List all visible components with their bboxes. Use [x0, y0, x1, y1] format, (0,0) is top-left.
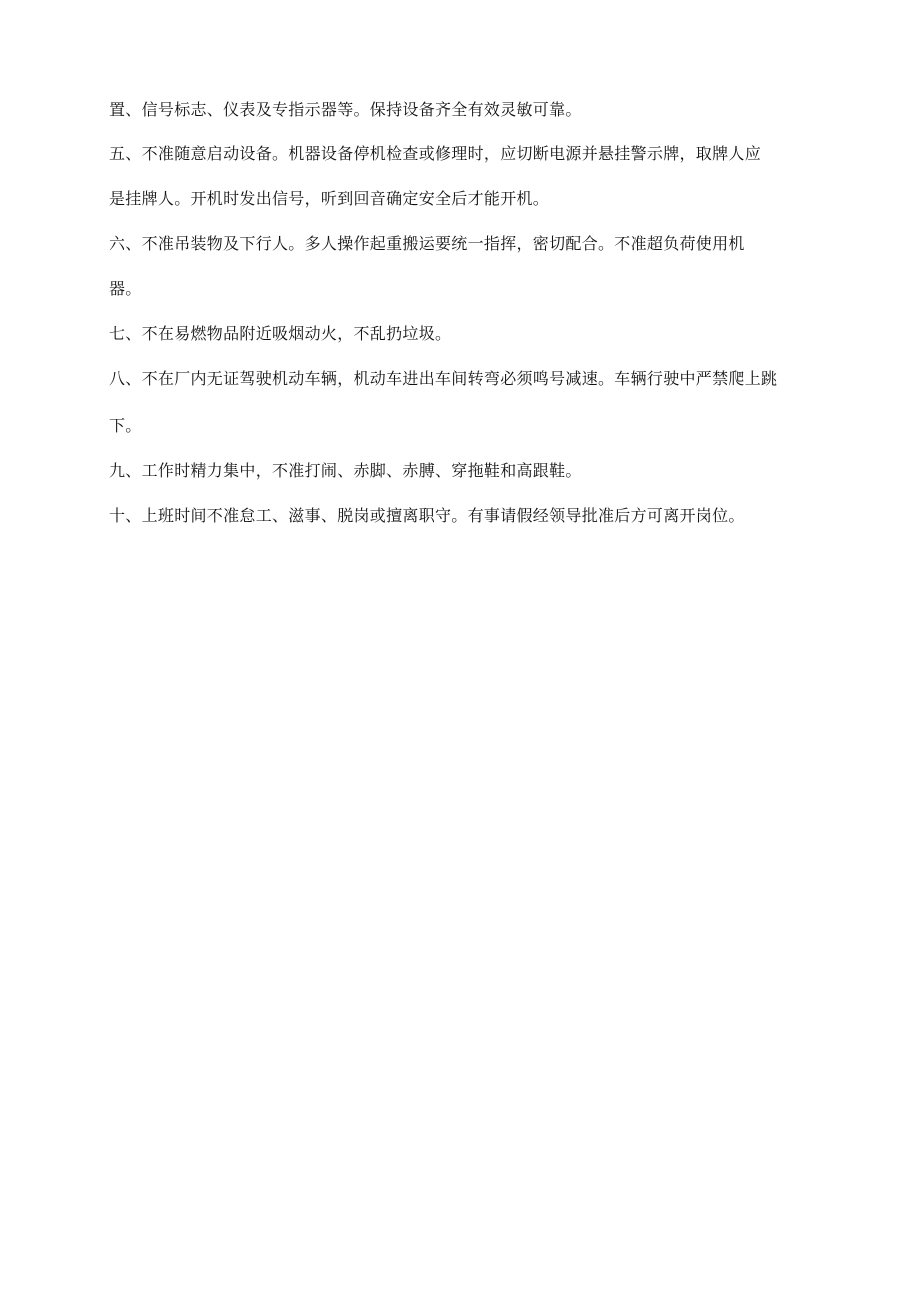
text-line: 是挂牌人。开机时发出信号，听到回音确定安全后才能开机。 [109, 189, 550, 208]
text-line: 九、工作时精力集中，不准打闹、赤脚、赤膊、穿拖鞋和高跟鞋。 [109, 461, 582, 480]
text-line: 五、不准随意启动设备。机器设备停机检查或修理时，应切断电源并悬挂警示牌，取牌人应 [109, 144, 762, 163]
text-line: 器。 [109, 279, 142, 298]
text-line: 十、上班时间不准怠工、滋事、脱岗或擅离职守。有事请假经领导批准后方可离开岗位。 [109, 506, 745, 525]
text-line: 六、不准吊装物及下行人。多人操作起重搬运要统一指挥，密切配合。不准超负荷使用机 [109, 234, 745, 253]
text-line: 下。 [109, 416, 142, 435]
text-line: 八、不在厂内无证驾驶机动车辆，机动车进出车间转弯必须鸣号减速。车辆行驶中严禁爬上跳 [109, 369, 778, 388]
text-line: 七、不在易燃物品附近吸烟动火，不乱扔垃圾。 [109, 324, 452, 343]
text-line: 置、信号标志、仪表及专指示器等。保持设备齐全有效灵敏可靠。 [109, 100, 582, 119]
